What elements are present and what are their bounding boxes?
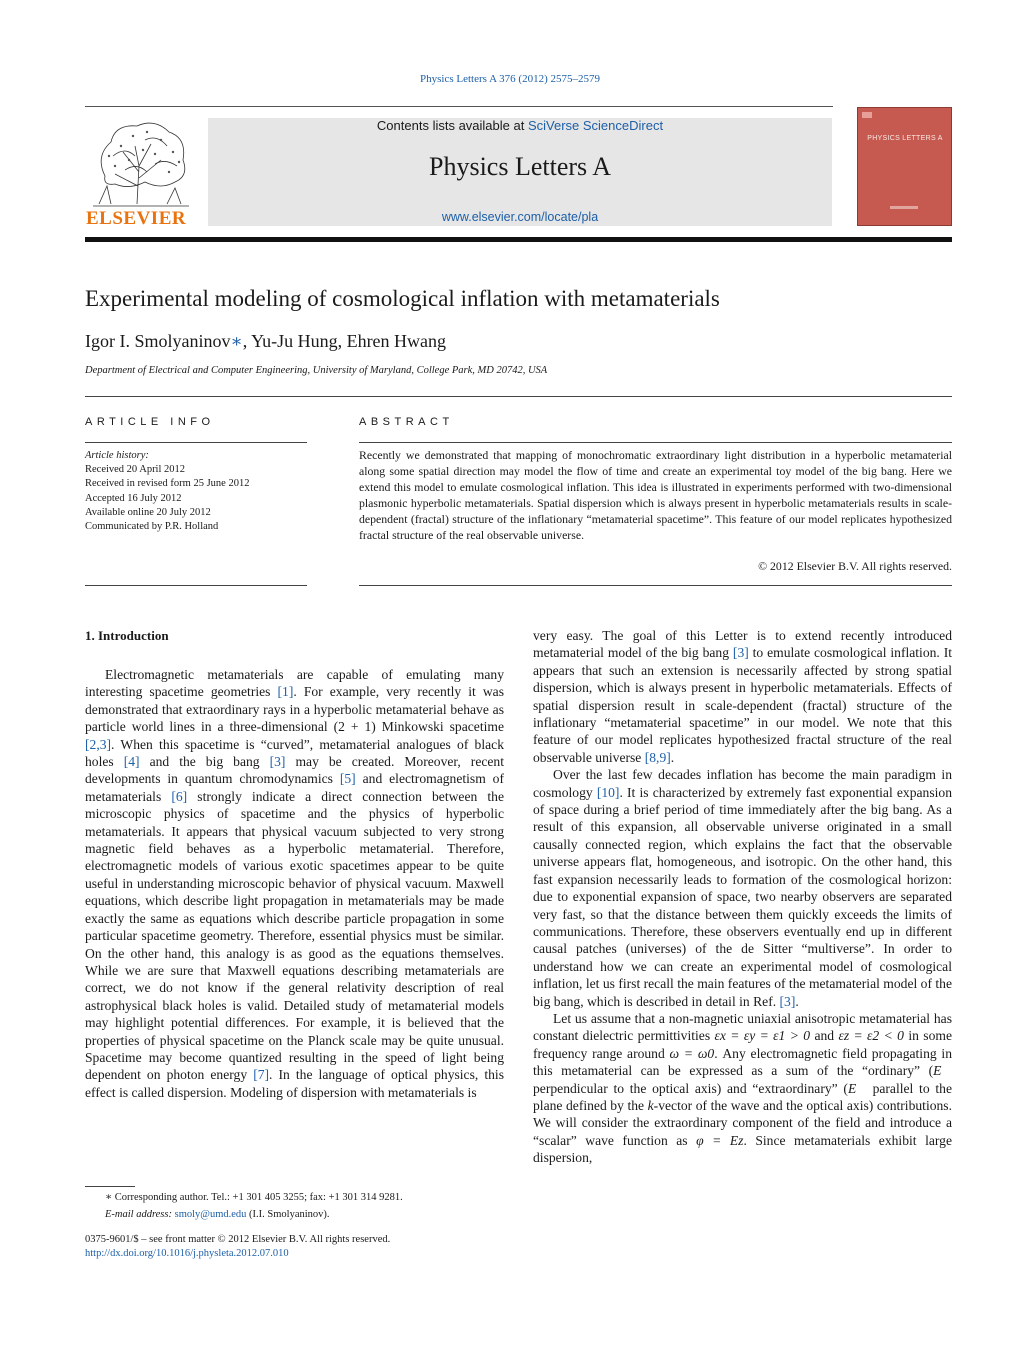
section-rule xyxy=(359,585,952,586)
journal-url-link[interactable]: www.elsevier.com/locate/pla xyxy=(441,210,599,224)
body-column-right xyxy=(533,627,952,1167)
history-label: Article history: xyxy=(85,450,149,461)
section-rule xyxy=(85,585,307,586)
text-run: and electromagnetism of metamaterials xyxy=(85,771,504,804)
article-info-heading: ARTICLE INFO xyxy=(85,416,215,428)
text-run: strongly indicate a direct connection between the microscopic physics of spacetime and the physics of hyperbolic metamaterials. It appears that physical vacuum subjected to very strong magnetic field behaves as a hyperbolic metamaterial. Therefore, electromagnetic models of various exotic spacetimes appear to be quite useful in understanding microscopic behavior of physical vacuum. Maxwell equations, which describe light propagation in metamaterials may be made exactly the same as equations which describe particle propagation in some particular spacetime geometry. Therefore, essential physics must be similar. On the other hand, this analogy is as good as the equations themselves. While we are sure that Maxwell equations describing metamaterials are correct, we do not know if the general relativity description of real astrophysical black holes is valid. Detailed study of metamaterial models may highlight potential differences. For example, it is believed that the properties of physical spacetime on the Planck scale may be quite unusual. Spacetime may become quantized resulting in the speed of light being dependent on photon energy xyxy=(85,788,504,1083)
elsevier-wordmark: ELSEVIER xyxy=(86,208,187,229)
section-rule xyxy=(85,396,952,397)
doi-link[interactable]: http://dx.doi.org/10.1016/j.physleta.2012.07.010 xyxy=(85,1248,289,1259)
text-run: Let us assume that a non-magnetic uniaxial anisotropic metamaterial has constant dielectric permittivities xyxy=(533,1010,952,1044)
text-run: -vector of the wave and the optical axis) contributions. We will consider the extraordinary component of the field and introduce a “scalar” wave function as xyxy=(533,1097,952,1148)
citation-link[interactable]: [5] xyxy=(339,771,356,787)
footnote-rule xyxy=(85,1186,135,1187)
journal-title: Physics Letters A xyxy=(429,152,611,181)
cover-decoration xyxy=(862,112,872,118)
history-item: Received in revised form 25 June 2012 xyxy=(85,478,250,490)
text-run: and xyxy=(810,1028,839,1044)
math-inline: E⃗ xyxy=(847,1080,867,1096)
history-item: Received 20 April 2012 xyxy=(85,464,186,476)
contents-prefix: Contents lists available at xyxy=(376,118,528,133)
email-label: E-mail address: xyxy=(105,1209,175,1220)
text-run: Electromagnetic metamaterials are capable of emulating many interesting spacetime geometries xyxy=(85,667,504,700)
text-run: perpendicular to the optical axis) and “extraordinary” ( xyxy=(533,1080,848,1096)
text-run: . For example, very recently it was demonstrated that extraordinary rays in a hyperbolic metamaterial behave as particle world lines in a three-dimensional (2 + 1) Minkowski spacetime xyxy=(85,684,504,735)
math-inline: εx = εy = ε1 > 0 xyxy=(714,1028,811,1044)
citation-link[interactable]: [3] xyxy=(779,993,796,1009)
journal-reference-link[interactable]: Physics Letters A 376 (2012) 2575–2579 xyxy=(420,73,600,85)
math-inline: E⃗ xyxy=(933,1063,952,1079)
citation-link[interactable]: [4] xyxy=(123,754,140,770)
text-run: Over the last few decades inflation has become the main paradigm in cosmology xyxy=(533,767,952,800)
text-run: . In the language of optical physics, this effect is called dispersion. Modeling of dispersion with metamaterials is xyxy=(85,1067,504,1100)
affiliation: Department of Electrical and Computer Engineering, University of Maryland, College Park, MD 20742, USA xyxy=(85,365,548,376)
math-inline: εz = ε2 < 0 xyxy=(838,1028,904,1044)
math-inline: ω = ω0 xyxy=(669,1045,715,1061)
citation-link[interactable]: [8,9] xyxy=(644,749,671,765)
footnote-text: (I.I. Smolyaninov). xyxy=(246,1209,330,1220)
body-column-left xyxy=(85,666,504,1101)
citation-link[interactable]: [2,3] xyxy=(85,736,112,752)
text-run: and the big bang xyxy=(139,754,270,770)
cover-decoration xyxy=(890,206,918,209)
abstract-copyright: © 2012 Elsevier B.V. All rights reserved. xyxy=(758,559,952,573)
paragraph xyxy=(533,627,952,766)
text-run: . xyxy=(795,993,799,1009)
section-heading: 1. Introduction xyxy=(85,628,169,643)
text-run: in some frequency range around xyxy=(533,1028,952,1061)
text-run: may be created. Moreover, recent developments in quantum chromodynamics xyxy=(85,754,505,787)
abstract-heading: ABSTRACT xyxy=(359,416,454,428)
contents-line xyxy=(208,118,832,133)
corresponding-author-note xyxy=(85,1189,504,1206)
paragraph xyxy=(533,766,952,1010)
paragraph xyxy=(85,666,504,1101)
article-title: Experimental modeling of cosmological inflation with metamaterials xyxy=(85,286,720,311)
math-inline: φ = Ez xyxy=(696,1132,744,1148)
citation-link[interactable]: [3] xyxy=(732,645,749,661)
header-thick-rule xyxy=(85,237,952,242)
math-inline: k xyxy=(647,1097,654,1113)
author-list xyxy=(85,331,446,352)
citation-link[interactable]: [1] xyxy=(277,684,294,700)
history-item: Communicated by P.R. Holland xyxy=(85,521,219,533)
history-item: Available online 20 July 2012 xyxy=(85,506,211,518)
section-rule xyxy=(359,442,952,443)
paragraph xyxy=(533,1010,952,1167)
text-run: . xyxy=(670,749,675,765)
email-link[interactable]: smoly@umd.edu xyxy=(174,1209,247,1220)
sciencedirect-link[interactable]: SciVerse ScienceDirect xyxy=(527,118,664,133)
author-name: Igor I. Smolyaninov xyxy=(85,331,231,351)
citation-link[interactable]: [10] xyxy=(596,784,620,800)
history-item: Accepted 16 July 2012 xyxy=(85,492,182,504)
elsevier-tree-icon xyxy=(85,116,197,208)
text-run: . It is characterized by extremely fast exponential expansion of space during a brief period of time immediately after the big bang. As a result of this expansion, all observable universe originated in a small causally connected region, which explains the fact that the observable universe appears flat, homogeneous, and isotropic. On the other hand, this fast expansion necessarily leads to formation of the cosmological horizon: due to exponential expansion of space, two nearby observers are separated very fast, so that the distance between them quickly exceeds the limits of communications. Therefore, these observers eventually end up in different causal patches (universes) of the de Sitter “multiverse”. In order to understand how we can create an experimental model of cosmological inflation, let us first recall the main features of the metamaterial model of the big bang, which is described in detail in Ref. xyxy=(533,784,952,1009)
abstract-text: Recently we demonstrated that mapping of monochromatic extraordinary light distribution in a hyperbolic metamaterial along some spatial direction may model the flow of time and create an experimental toy model of the big bang. Here we extend this model to emulate cosmological inflation. This idea is illustrated in experiments performed with two-dimensional plasmonic hyperbolic metamaterials. Spatial dispersion which is always present in hyperbolic metamaterials results in scale-dependent (fractal) structure of the inflationary “metamaterial spacetime”. This feature of our model replicates hypothesized fractal structure of the real observable universe. xyxy=(359,448,952,542)
front-matter xyxy=(85,1233,504,1261)
text-run: parallel to the plane defined by the xyxy=(533,1080,952,1113)
cover-title: PHYSICS LETTERS A xyxy=(867,135,943,142)
text-run: . Any electromagnetic field propagating in this metamaterial can be expressed as a sum of the “ordinary” ( xyxy=(533,1045,952,1079)
footnote-text: Corresponding author. Tel.: +1 301 405 3255; fax: +1 301 314 9281. xyxy=(112,1192,403,1203)
footnote-marker: ∗ xyxy=(105,1192,113,1203)
footnote xyxy=(85,1189,504,1223)
text-run: . When this spacetime is “curved”, metamaterial analogues of black holes xyxy=(85,736,504,770)
issn-line: 0375-9601/$ – see front matter © 2012 Elsevier B.V. All rights reserved. xyxy=(85,1234,391,1245)
author-names: , Yu-Ju Hung, Ehren Hwang xyxy=(242,331,447,351)
header-rule xyxy=(85,106,833,107)
citation-link[interactable]: [7] xyxy=(253,1067,270,1083)
corresponding-author-marker[interactable]: ∗ xyxy=(230,331,243,351)
article-history xyxy=(85,449,307,534)
text-run: . Since metamaterials exhibit large dispersion, xyxy=(533,1132,952,1166)
text-run: to emulate cosmological inflation. It appears that such an extension is necessarily affected by strong spatial dispersion, which is always present in hyperbolic metamaterials. Effects of spatial dispersion result in scale-dependent (fractal) structure of the inflationary “metamaterial spacetime” in our model. We note that this feature of our model replicates hypothesized fractal structure of the real observable universe xyxy=(533,645,953,765)
text-run: very easy. The goal of this Letter is to extend recently introduced metamaterial model of the big bang xyxy=(533,628,952,661)
section-rule xyxy=(85,442,307,443)
email-note xyxy=(85,1206,504,1223)
citation-link[interactable]: [3] xyxy=(269,754,286,770)
citation-link[interactable]: [6] xyxy=(171,788,188,804)
